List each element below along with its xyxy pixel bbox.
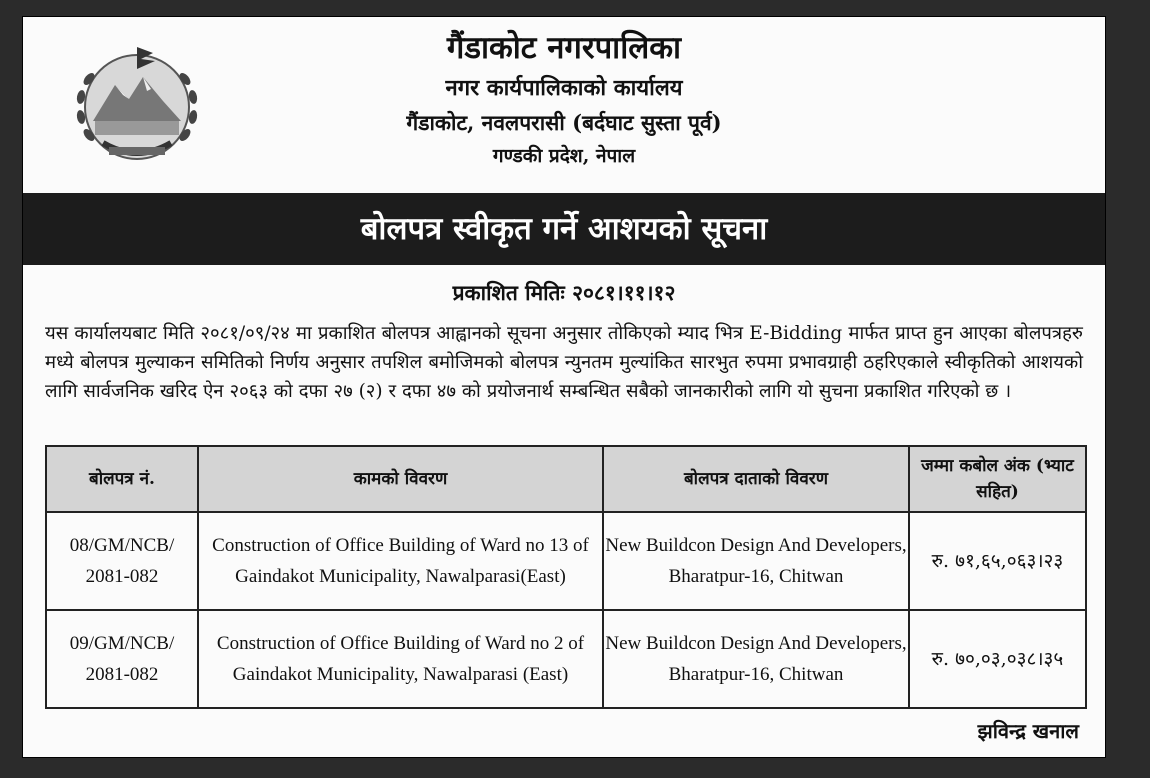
published-date: प्रकाशित मितिः २०८१।११।१२ (452, 280, 676, 305)
notice-body-text: यस कार्यालयबाट मिति २०८१/०९/२४ मा प्रकाशित बोलपत्र आह्वानको सूचना अनुसार तोकिएको म्याद भित्र E-Bidding मार्फत प्राप्त हुन आएका बोलपत्रहरु मध्ये बोलपत्र मुल्याकन समितिको निर्णय अनुसार तपशिल बमोजिमको बोलपत्र न्युनतम मुल्यांकित सारभुत रुपमा प्रभावग्राही ठहरिएकाले स्वीकृतिको आशयको लागि सार्वजनिक खरिद ऐन २०६३ को दफा २७ (२) र दफा ४७ को प्रयोजनार्थ सम्बन्धित सबैको जानकारीको लागि यो सुचना प्रकाशित गरिएको छ । (45, 323, 1083, 402)
col-header-bid-no: बोलपत्र नं. (46, 446, 198, 512)
col-header-bidder: बोलपत्र दाताको विवरण (603, 446, 909, 512)
work-cell: Construction of Office Building of Ward no 2 of Gaindakot Municipality, Nawalparasi (East) (198, 610, 603, 708)
work-cell: Construction of Office Building of Ward no 13 of Gaindakot Municipality, Nawalparasi(East) (198, 512, 603, 610)
bid-table (45, 445, 1087, 709)
col-header-work: कामको विवरण (198, 446, 603, 512)
col-header-amount: जम्मा कबोल अंक (भ्याट सहित) (909, 446, 1086, 512)
table-row (46, 610, 1086, 708)
province-country: गण्डकी प्रदेश, नेपाल (492, 145, 636, 167)
bid-no-cell: 08/GM/NCB/ 2081-082 (46, 512, 198, 610)
signatory-name: झविन्द्र खनाल (977, 719, 1079, 743)
office-name: नगर कार्यपालिकाको कार्यालय (445, 75, 683, 101)
notice-paper (22, 16, 1106, 758)
table-row (46, 512, 1086, 610)
bidder-cell: New Buildcon Design And Developers, Bharatpur-16, Chitwan (603, 512, 909, 610)
bidder-cell: New Buildcon Design And Developers, Bharatpur-16, Chitwan (603, 610, 909, 708)
notice-header (23, 17, 1105, 193)
office-address: गैंडाकोट, नवलपरासी (बर्दघाट सुस्ता पूर्व) (406, 110, 722, 135)
notice-title-banner: बोलपत्र स्वीकृत गर्ने आशयको सूचना (23, 193, 1105, 265)
bid-no-cell: 09/GM/NCB/ 2081-082 (46, 610, 198, 708)
table-header-row (46, 446, 1086, 512)
org-name: गैंडाकोट नगरपालिका (446, 30, 682, 66)
amount-cell: रु. ७०,०३,०३८।३५ (909, 610, 1086, 708)
amount-cell: रु. ७१,६५,०६३।२३ (909, 512, 1086, 610)
